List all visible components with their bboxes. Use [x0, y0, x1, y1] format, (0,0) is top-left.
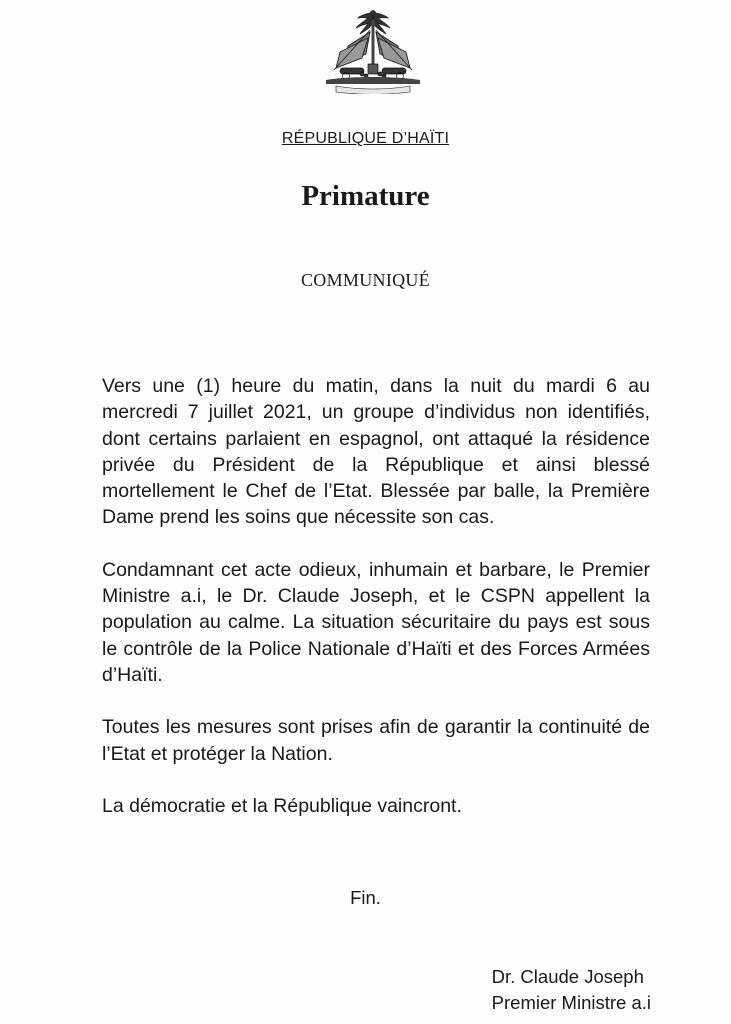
republic-heading: RÉPUBLIQUE D’HAÏTI	[281, 130, 450, 147]
paragraph-2: Condamnant cet acte odieux, inhumain et barbare, le Premier Ministre a.i, le Dr. Claude Joseph, et le CSPN appellent la population au calme. La situation sécuritaire du pays est sous le contrôle de la Police Nationale d’Haïti et des Forces Armées d’Haïti.	[102, 558, 650, 686]
communique-body	[102, 373, 650, 845]
document-type: COMMUNIQUÉ	[301, 270, 430, 290]
office-title: Primature	[301, 180, 430, 212]
paragraph-4: La démocratie et la République vaincront.	[102, 794, 462, 817]
signature-name: Dr. Claude Joseph	[491, 966, 644, 987]
paragraph-1: Vers une (1) heure du matin, dans la nuit du mardi 6 au mercredi 7 juillet 2021, un groupe d’individus non identifiés, dont certains parlaient en espagnol, ont attaqué la résidence privée du Président de la République et ainsi blessé mortellement le Chef de l’Etat. Blessée par balle, la Première Dame prend les soins que nécessite son cas.	[102, 375, 650, 529]
closing-text: Fin.	[350, 887, 381, 908]
signature-title: Premier Ministre a.i	[491, 992, 651, 1013]
signature-block	[492, 964, 651, 1016]
paragraph-3: Toutes les mesures sont prises afin de garantir la continuité de l’Etat et protéger la Nation.	[102, 716, 650, 765]
haiti-coat-of-arms-icon	[318, 6, 428, 94]
